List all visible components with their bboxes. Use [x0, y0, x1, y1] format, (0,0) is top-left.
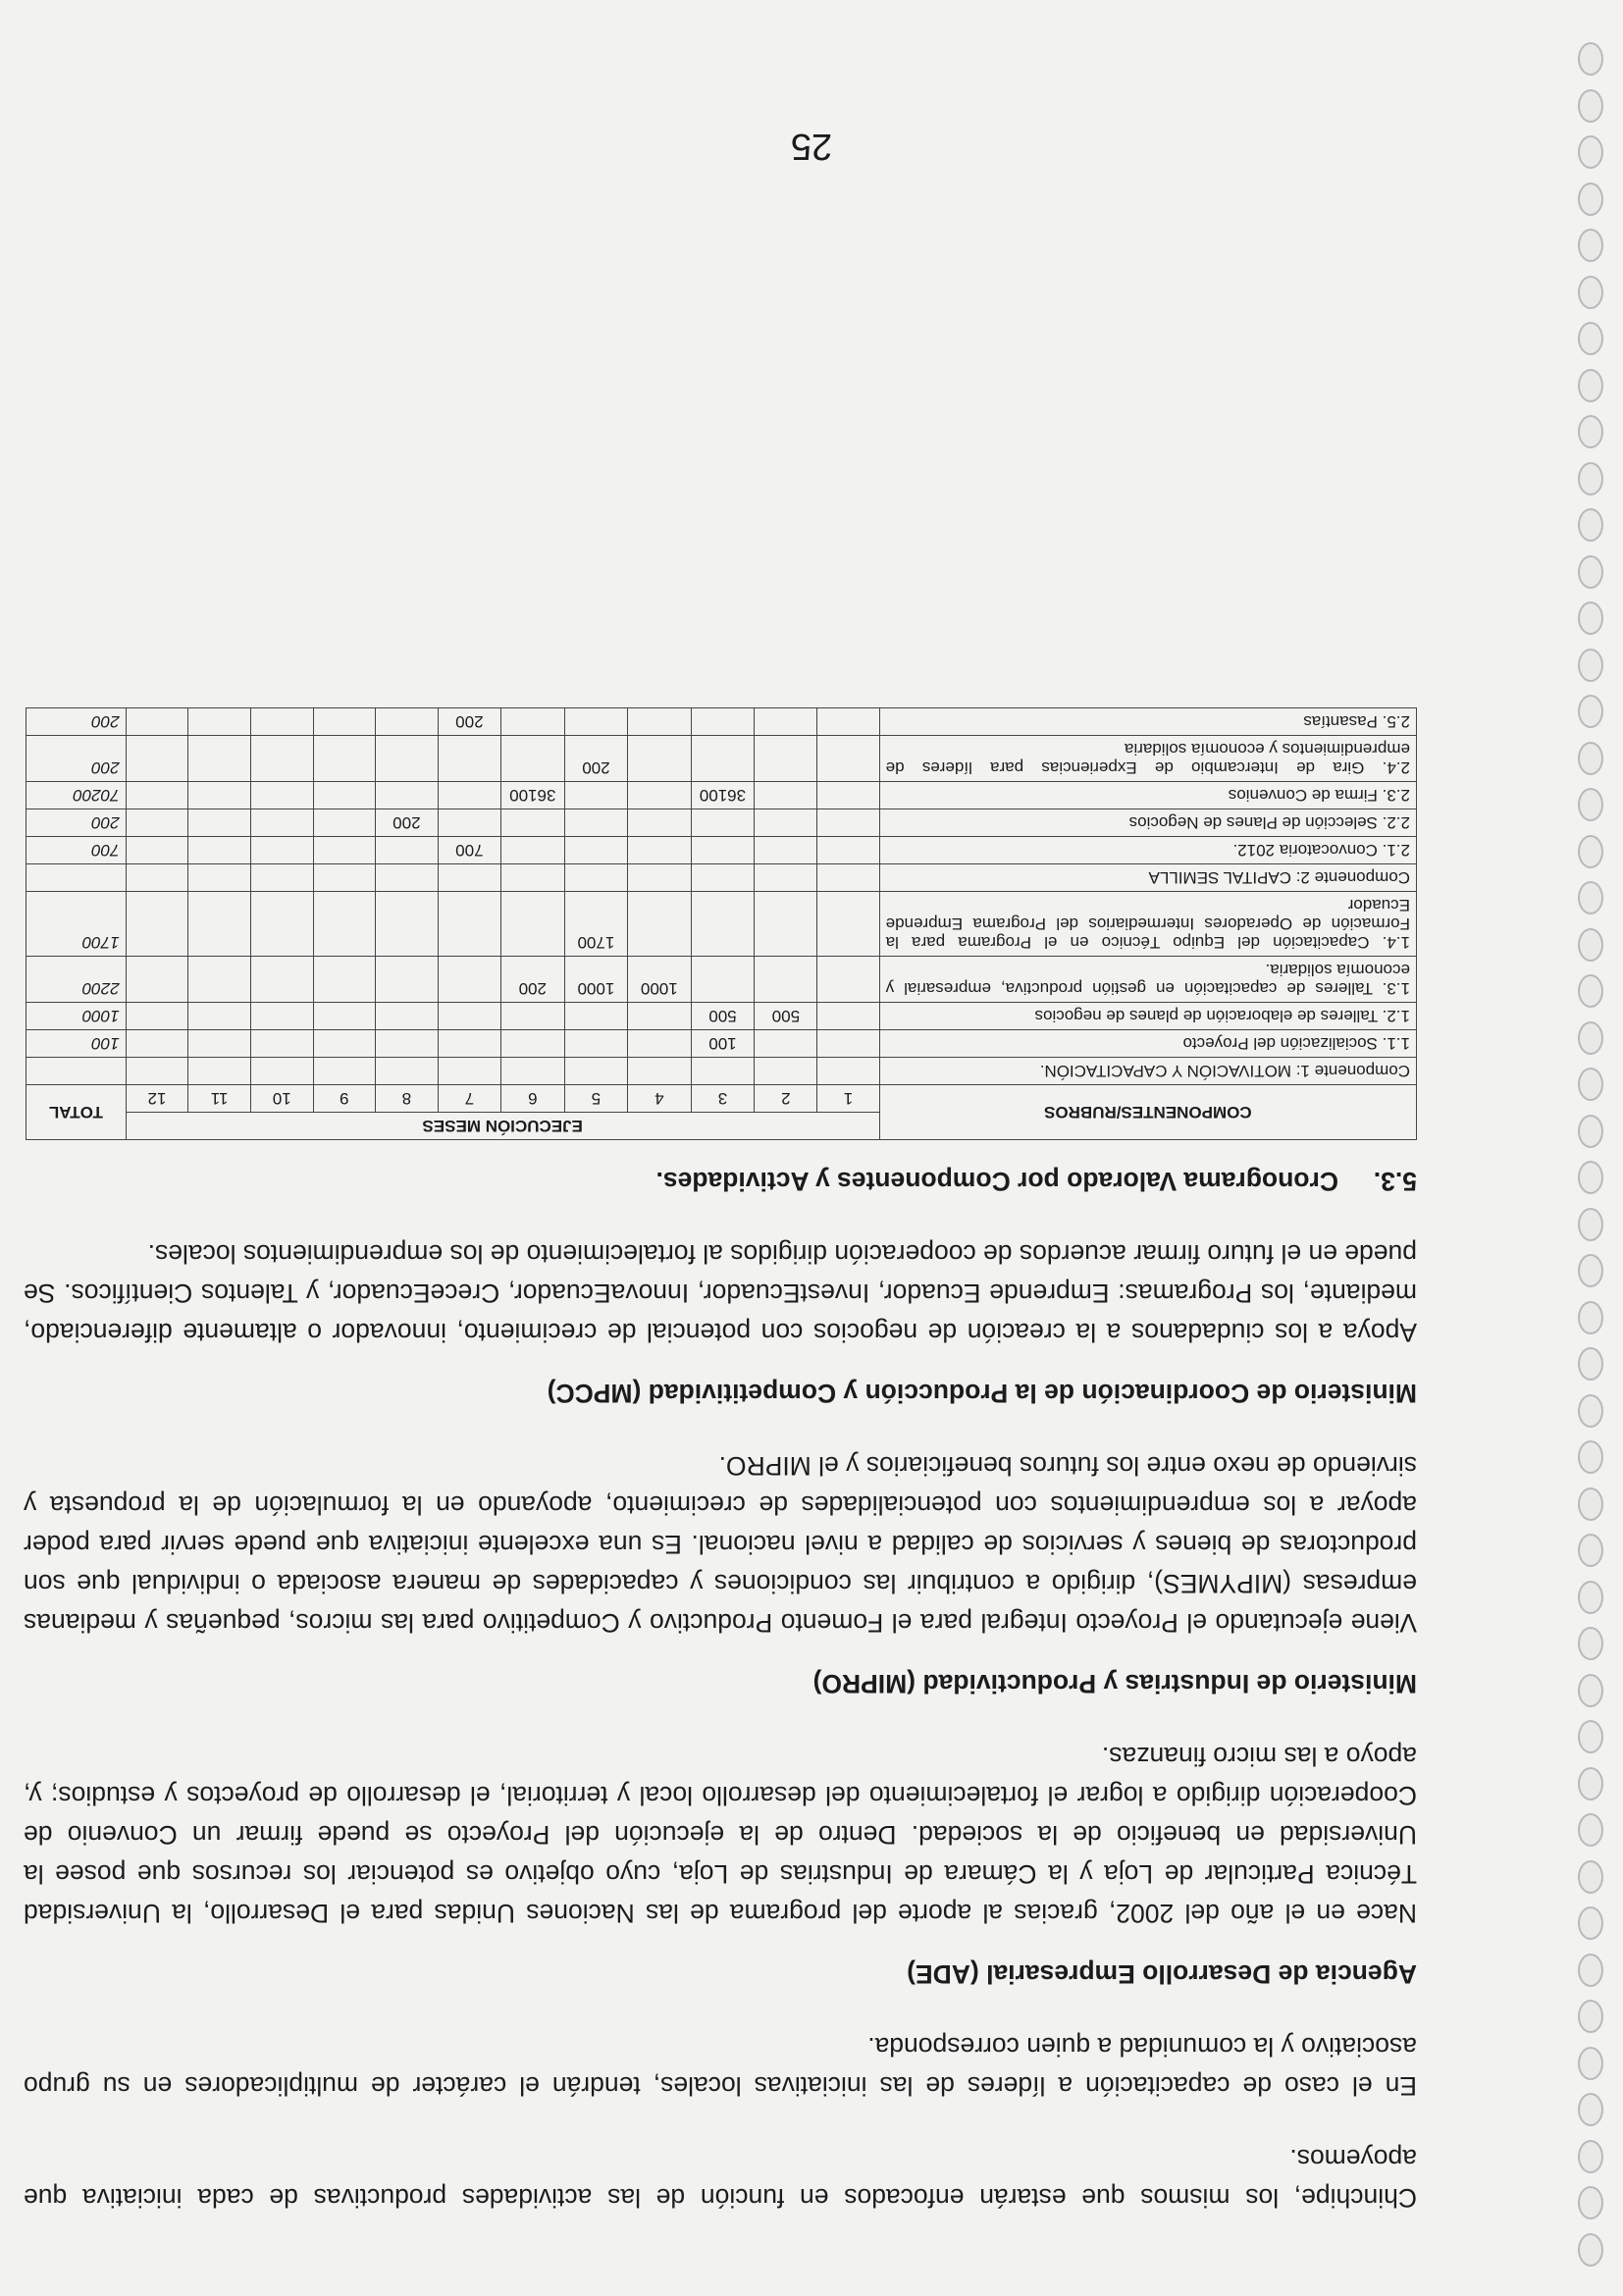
month-value: [628, 1058, 691, 1085]
binding-hole: [1578, 696, 1603, 729]
month-value: [313, 837, 375, 864]
month-value: [564, 837, 627, 864]
table-row: [26, 957, 1417, 1003]
row-total: 1700: [26, 892, 127, 957]
binding-hole: [1578, 89, 1603, 123]
month-value: [438, 809, 500, 837]
month-value: [628, 782, 691, 809]
table-row: [26, 736, 1417, 782]
header-components: COMPONENTES/RUBROS: [879, 1085, 1416, 1140]
month-header: 7: [438, 1085, 500, 1113]
row-label: 2.1. Convocatoria 2012.: [879, 837, 1416, 864]
month-value: [755, 892, 817, 957]
month-value: [250, 1058, 313, 1085]
page-content: [24, 707, 1417, 2218]
row-label: 1.4. Capacitación del Equipo Técnico en el Programa para la Formación de Operadores Intermediarios del Programa Emprende Ecuador: [879, 892, 1416, 957]
month-value: [126, 1030, 188, 1058]
binding-hole: [1578, 43, 1603, 77]
month-value: [438, 1003, 500, 1030]
month-value: [188, 736, 251, 782]
header-total: TOTAL: [26, 1085, 127, 1140]
month-value: [375, 1058, 438, 1085]
table-header-row-1: [26, 1113, 1417, 1140]
binding-hole: [1578, 1162, 1603, 1195]
month-value: [375, 736, 438, 782]
month-value: [500, 864, 564, 892]
binding-hole: [1578, 1069, 1603, 1102]
month-value: [755, 736, 817, 782]
binding-hole: [1578, 1907, 1603, 1941]
binding-hole: [1578, 1394, 1603, 1428]
mpcc-paragraph: Apoya a los ciudadanos a la creación de negocios con potencial de crecimiento, innovador o altamente diferenciado, mediante, los Programas: Emprende Ecuador, InvestEcuador, InnovaEcuador, CreceEcuador, y Talentos Científicos. Se puede en el futuro firmar acuerdos de cooperación dirigidos al fortalecimiento de los emprendimientos locales.: [24, 1239, 1417, 1347]
intro-paragraph: Chinchipe, los mismos que estarán enfocados en función de las actividades productivas de cada iniciativa que apoyemos.: [24, 2144, 1417, 2213]
month-value: [564, 864, 627, 892]
row-label: 2.5. Pasantías: [879, 708, 1416, 736]
month-value: [500, 736, 564, 782]
binding-hole: [1578, 882, 1603, 915]
month-value: [628, 1030, 691, 1058]
month-value: [564, 1030, 627, 1058]
row-total: 700: [26, 837, 127, 864]
binding-hole: [1578, 2047, 1603, 2080]
row-total: 70200: [26, 782, 127, 809]
month-value: [126, 864, 188, 892]
binding-hole: [1578, 323, 1603, 356]
month-value: [500, 1030, 564, 1058]
binding-hole: [1578, 416, 1603, 449]
row-total: 2200: [26, 957, 127, 1003]
binding-hole: [1578, 1487, 1603, 1521]
month-value: [817, 837, 879, 864]
month-value: 36100: [691, 782, 755, 809]
month-value: [250, 736, 313, 782]
month-value: 200: [500, 957, 564, 1003]
month-header: 4: [628, 1085, 691, 1113]
month-value: [500, 809, 564, 837]
ade-heading: Agencia de Desarrollo Empresarial (ADE): [907, 1959, 1417, 1989]
mipro-heading: Ministerio de Industrias y Productividad (MIPRO): [812, 1669, 1417, 1698]
month-value: [375, 782, 438, 809]
month-header: 9: [313, 1085, 375, 1113]
row-total: 200: [26, 809, 127, 837]
month-value: [126, 809, 188, 837]
month-value: [817, 1058, 879, 1085]
month-value: [817, 892, 879, 957]
month-value: [564, 809, 627, 837]
month-header: 1: [817, 1085, 879, 1113]
binding-hole: [1578, 1348, 1603, 1382]
month-value: [628, 837, 691, 864]
binding-hole: [1578, 1721, 1603, 1754]
month-value: [564, 708, 627, 736]
row-label: 1.3. Talleres de capacitación en gestión productiva, empresarial y economía solidaria.: [879, 957, 1416, 1003]
month-value: 200: [375, 809, 438, 837]
month-value: [628, 864, 691, 892]
month-value: [375, 708, 438, 736]
month-value: [188, 809, 251, 837]
month-value: 100: [691, 1030, 755, 1058]
month-value: [564, 1003, 627, 1030]
month-value: [628, 708, 691, 736]
binding-hole: [1578, 1581, 1603, 1614]
row-label: 2.3. Firma de Convenios: [879, 782, 1416, 809]
month-value: [564, 1058, 627, 1085]
month-header: 10: [250, 1085, 313, 1113]
month-header: 5: [564, 1085, 627, 1113]
binding-hole: [1578, 789, 1603, 822]
month-value: [438, 782, 500, 809]
month-value: [755, 957, 817, 1003]
mipro-paragraph: Viene ejecutando el Proyecto Integral para el Fomento Productivo y Competitivo para las micros, pequeñas y medianas empresas (MIPYMES), dirigido a contribuir las condiciones y capacidades de manera asociada o individual que son productoras de bienes y servicios de calidad a nivel nacional. Es una excelente iniciativa que puede servir para poder apoyar a los emprendimientos con potencialidades de crecimiento, apoyando en la formulación de la propuesta y sirviendo de nexo entre los futuros beneficiarios y el MIPRO.: [24, 1451, 1417, 1638]
month-value: [755, 1030, 817, 1058]
table-row: [26, 708, 1417, 736]
section-title-text: Cronograma Valorado por Componentes y Actividades.: [655, 1167, 1338, 1196]
month-value: [628, 736, 691, 782]
month-value: [188, 708, 251, 736]
month-value: [188, 1058, 251, 1085]
month-value: [755, 809, 817, 837]
binding-hole: [1578, 1860, 1603, 1894]
section-number: 5.3.: [1373, 1167, 1417, 1196]
month-value: [628, 1003, 691, 1030]
header-execution: EJECUCIÓN MESES: [126, 1113, 879, 1140]
month-value: [313, 782, 375, 809]
month-value: [250, 708, 313, 736]
month-value: [375, 1003, 438, 1030]
row-total: 100: [26, 1030, 127, 1058]
binding-hole: [1578, 369, 1603, 402]
row-label: Componente 2: CAPITAL SEMILLA: [879, 864, 1416, 892]
section-title: [24, 1162, 1417, 1201]
month-value: [126, 837, 188, 864]
month-value: [438, 736, 500, 782]
spiral-binding: [1570, 29, 1609, 2267]
binding-hole: [1578, 1674, 1603, 1707]
month-value: [188, 957, 251, 1003]
table-row: [26, 809, 1417, 837]
row-label: 1.2. Talleres de elaboración de planes de negocios: [879, 1003, 1416, 1030]
month-value: [755, 1058, 817, 1085]
binding-hole: [1578, 555, 1603, 589]
month-value: 1700: [564, 892, 627, 957]
month-value: [438, 1058, 500, 1085]
table-row: [26, 1058, 1417, 1085]
month-value: [313, 708, 375, 736]
binding-hole: [1578, 462, 1603, 496]
row-label: Componente 1: MOTIVACIÓN Y CAPACITACIÓN.: [879, 1058, 1416, 1085]
month-value: [188, 782, 251, 809]
month-value: [250, 1003, 313, 1030]
month-value: [817, 708, 879, 736]
binding-hole: [1578, 1115, 1603, 1148]
month-value: [817, 864, 879, 892]
month-value: [691, 736, 755, 782]
binding-hole: [1578, 835, 1603, 868]
ade-paragraph: Nace en el año del 2002, gracias al aporte del programa de las Naciones Unidas para el Desarrollo, la Universidad Técnica Particular de Loja y la Cámara de Industrias de Loja, cuyo objetivo es potenciar los recursos que posee la Universidad en beneficio de la sociedad. Dentro de la ejecución del Proyecto se puede firmar un Convenio de Cooperación dirigido a lograr el fortalecimiento del desarrollo local y territorial, el desarrollo de proyectos y estudios; y, apoyo a las micro finanzas.: [24, 1742, 1417, 1928]
binding-hole: [1578, 2140, 1603, 2173]
table-row: [26, 837, 1417, 864]
month-value: [628, 809, 691, 837]
month-value: [755, 708, 817, 736]
month-value: [313, 809, 375, 837]
binding-hole: [1578, 1255, 1603, 1288]
month-header: 6: [500, 1085, 564, 1113]
month-value: [817, 809, 879, 837]
table-row: [26, 864, 1417, 892]
table-row: [26, 1030, 1417, 1058]
month-value: [188, 892, 251, 957]
month-value: [126, 782, 188, 809]
month-value: [817, 957, 879, 1003]
binding-hole: [1578, 1954, 1603, 1987]
month-value: [500, 1003, 564, 1030]
table-row: [26, 782, 1417, 809]
row-total: [26, 1058, 127, 1085]
month-header: 11: [188, 1085, 251, 1113]
month-value: [126, 892, 188, 957]
month-value: [500, 708, 564, 736]
month-value: 500: [755, 1003, 817, 1030]
month-value: [500, 892, 564, 957]
month-header: 12: [126, 1085, 188, 1113]
row-label: 2.2. Selección de Planes de Negocios: [879, 809, 1416, 837]
month-value: 500: [691, 1003, 755, 1030]
month-value: [126, 1058, 188, 1085]
page-number: 25: [790, 126, 833, 167]
month-value: [188, 837, 251, 864]
binding-hole: [1578, 1441, 1603, 1475]
month-value: [817, 736, 879, 782]
month-value: [250, 864, 313, 892]
month-value: [817, 782, 879, 809]
row-label: 1.1. Socialización del Proyecto: [879, 1030, 1416, 1058]
month-value: [500, 1058, 564, 1085]
month-value: 1000: [628, 957, 691, 1003]
table-row: [26, 892, 1417, 957]
binding-hole: [1578, 649, 1603, 682]
month-value: [691, 864, 755, 892]
month-value: [438, 957, 500, 1003]
month-value: [691, 809, 755, 837]
row-total: 200: [26, 736, 127, 782]
month-value: [126, 957, 188, 1003]
row-total: 1000: [26, 1003, 127, 1030]
mpcc-heading: Ministerio de Coordinación de la Producción y Competitividad (MPCC): [547, 1379, 1417, 1408]
month-value: [691, 957, 755, 1003]
month-value: [188, 1003, 251, 1030]
binding-hole: [1578, 975, 1603, 1009]
month-value: [313, 1003, 375, 1030]
month-value: [691, 892, 755, 957]
month-value: [628, 892, 691, 957]
binding-hole: [1578, 1301, 1603, 1334]
month-value: [691, 708, 755, 736]
month-value: [817, 1030, 879, 1058]
month-value: [313, 864, 375, 892]
month-value: [691, 837, 755, 864]
binding-hole: [1578, 602, 1603, 636]
month-value: [755, 782, 817, 809]
month-value: 700: [438, 837, 500, 864]
month-value: [438, 864, 500, 892]
month-value: [755, 864, 817, 892]
binding-hole: [1578, 2094, 1603, 2127]
binding-hole: [1578, 1208, 1603, 1241]
cronograma-table: [26, 707, 1417, 1140]
binding-hole: [1578, 276, 1603, 309]
binding-hole: [1578, 2187, 1603, 2220]
month-value: [500, 837, 564, 864]
binding-hole: [1578, 928, 1603, 962]
binding-hole: [1578, 1767, 1603, 1800]
table-row: [26, 1003, 1417, 1030]
capacitacion-paragraph: En el caso de capacitación a líderes de las iniciativas locales, tendrán el carácter de multiplicadores en su grupo asociativo y la comunidad a quien corresponda.: [24, 2032, 1417, 2101]
month-value: [313, 957, 375, 1003]
binding-hole: [1578, 2233, 1603, 2267]
month-value: [126, 736, 188, 782]
month-value: [126, 708, 188, 736]
month-value: 36100: [500, 782, 564, 809]
binding-hole: [1578, 1021, 1603, 1055]
month-value: [250, 782, 313, 809]
month-value: 200: [438, 708, 500, 736]
month-value: [250, 892, 313, 957]
table-body: [26, 708, 1417, 1085]
month-value: [250, 809, 313, 837]
month-value: [375, 864, 438, 892]
binding-hole: [1578, 742, 1603, 775]
month-value: [375, 837, 438, 864]
month-header: 8: [375, 1085, 438, 1113]
month-value: 1000: [564, 957, 627, 1003]
binding-hole: [1578, 230, 1603, 263]
month-value: [375, 892, 438, 957]
month-value: [250, 957, 313, 1003]
month-value: [188, 1030, 251, 1058]
month-value: [691, 1058, 755, 1085]
binding-hole: [1578, 2001, 1603, 2034]
month-value: [564, 782, 627, 809]
row-total: [26, 864, 127, 892]
month-header: 2: [755, 1085, 817, 1113]
row-label: 2.4. Gira de Intercambio de Experiencias para líderes de emprendimientos y economía solidaria: [879, 736, 1416, 782]
binding-hole: [1578, 1628, 1603, 1661]
month-value: [313, 1030, 375, 1058]
binding-hole: [1578, 509, 1603, 543]
row-total: 200: [26, 708, 127, 736]
month-value: [250, 837, 313, 864]
binding-hole: [1578, 183, 1603, 216]
month-value: [375, 957, 438, 1003]
month-value: [755, 837, 817, 864]
month-value: [313, 1058, 375, 1085]
month-value: [313, 736, 375, 782]
month-header: 3: [691, 1085, 755, 1113]
month-value: [188, 864, 251, 892]
month-value: [126, 1003, 188, 1030]
month-value: [313, 892, 375, 957]
month-value: [375, 1030, 438, 1058]
binding-hole: [1578, 1814, 1603, 1848]
month-value: [438, 1030, 500, 1058]
month-value: [438, 892, 500, 957]
month-value: [250, 1030, 313, 1058]
month-value: 200: [564, 736, 627, 782]
binding-hole: [1578, 1535, 1603, 1568]
month-value: [817, 1003, 879, 1030]
